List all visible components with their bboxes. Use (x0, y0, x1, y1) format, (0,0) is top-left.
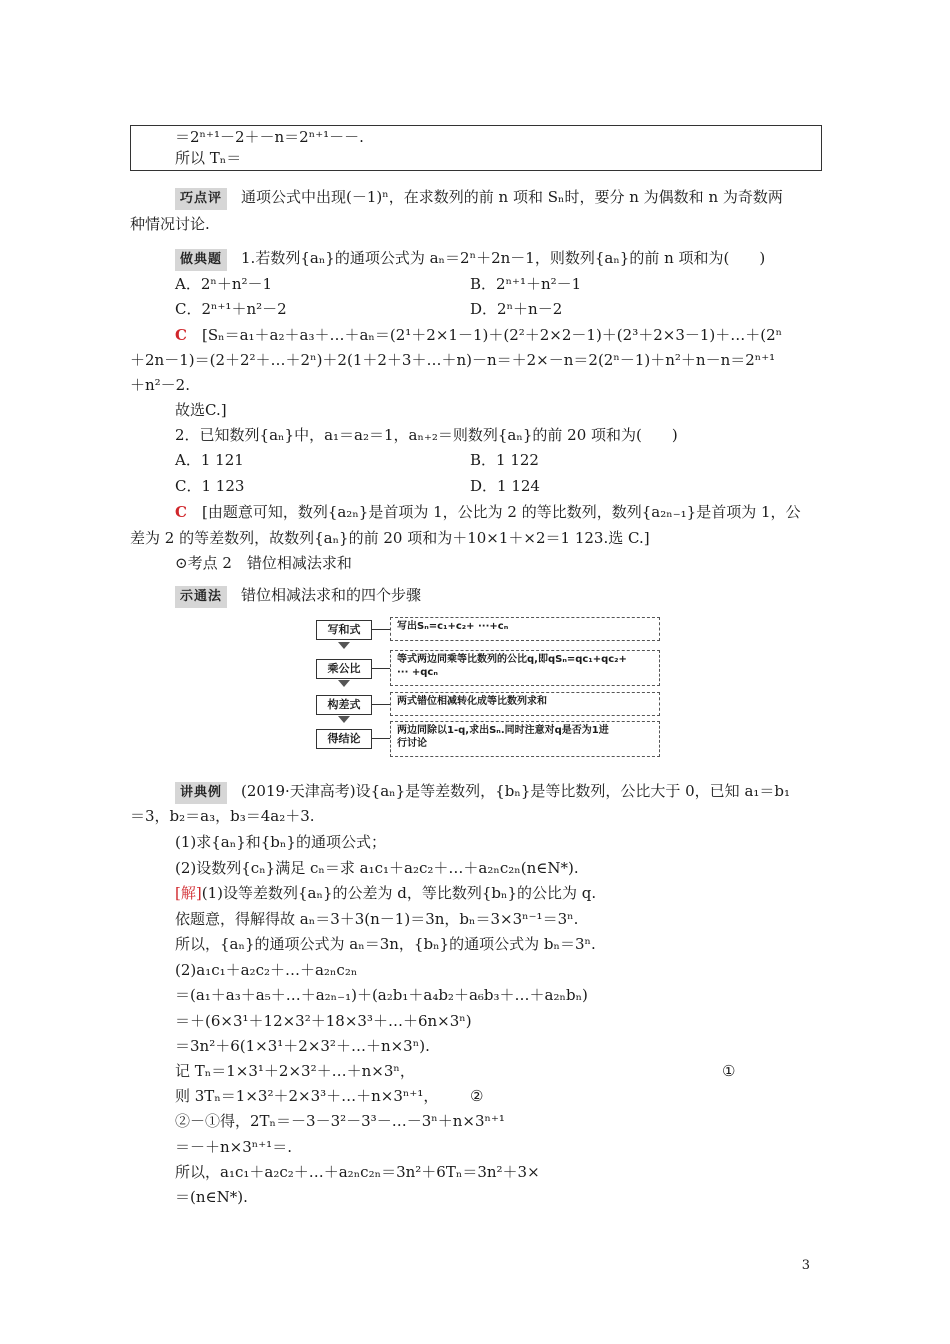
method-title: 错位相减法求和的四个步骤 (241, 586, 422, 604)
tip-tag: 巧点评 (175, 188, 227, 210)
solution-line-6: ＝＋(6×3¹＋12×3²＋18×3³＋…＋6n×3ⁿ) (175, 1012, 472, 1030)
q1-option-d: D．2ⁿ＋n－2 (470, 300, 563, 318)
equation-mark-1: ① (722, 1062, 736, 1080)
solution-line-13: ＝(n∈N*). (175, 1188, 248, 1206)
solution-line-3: 所以，{aₙ}的通项公式为 aₙ＝3n，{bₙ}的通项公式为 bₙ＝3ⁿ. (175, 935, 596, 953)
step-3-box: 构差式 (316, 695, 372, 715)
step-4-box: 得结论 (316, 729, 372, 749)
example-line-2: ＝3，b₂＝a₃，b₃＝4a₂＋3. (130, 807, 315, 825)
practice-q1 (175, 248, 765, 271)
step-3-connector (372, 704, 390, 705)
solution-line-2: 依题意，得解得故 aₙ＝3＋3(n－1)＝3n，bₙ＝3×3ⁿ⁻¹＝3ⁿ. (175, 910, 579, 928)
solution-line-11: ＝－＋n×3ⁿ⁺¹＝. (175, 1138, 292, 1156)
solution-line-12: 所以，a₁c₁＋a₂c₂＋…＋a₂ₙc₂ₙ＝3n²＋6Tₙ＝3n²＋3× (175, 1163, 540, 1181)
method-heading (175, 585, 421, 608)
solution-line-10: ②－①得，2Tₙ＝－3－3²－3³－…－3ⁿ＋n×3ⁿ⁺¹ (175, 1112, 505, 1130)
q1-solution-line-2: ＋2n－1)＝(2＋2²＋…＋2ⁿ)＋2(1＋2＋3＋…＋n)－n＝＋2×－n＝2(2ⁿ－1)＋n²＋n－n＝2ⁿ⁺¹ (130, 351, 776, 369)
steps-flowchart (316, 617, 661, 757)
practice-tag: 做典题 (175, 249, 227, 271)
step-2-connector (372, 668, 390, 669)
box-line-2: 所以 Tₙ＝ (175, 149, 242, 167)
step-2-box: 乘公比 (316, 659, 372, 679)
step-2-desc: 等式两边同乘等比数列的公比q,即qSₙ=qc₁+qc₂+ ··· +qcₙ (390, 650, 660, 686)
tip-line-2: 种情况讨论. (130, 215, 210, 233)
step-3-desc: 两式错位相减转化成等比数列求和 (390, 692, 660, 716)
example-line-1: 讲典例 (2019·天津高考)设{aₙ}是等差数列，{bₙ}是等比数列，公比大于 0，已知 a₁＝b₁ (175, 781, 790, 804)
equation-mark-2: ② (470, 1087, 484, 1105)
box-line-1: ＝2ⁿ⁺¹－2＋－n＝2ⁿ⁺¹－－. (175, 128, 364, 146)
q1-option-b: B．2ⁿ⁺¹＋n²－1 (470, 275, 582, 293)
method-tag: 示通法 (175, 586, 227, 608)
tip-paragraph (175, 187, 783, 210)
example-line-4: (2)设数列{cₙ}满足 cₙ＝求 a₁c₁＋a₂c₂＋…＋a₂ₙc₂ₙ(n∈N*). (175, 859, 579, 877)
example-line-3: (1)求{aₙ}和{bₙ}的通项公式； (175, 833, 386, 851)
q2-option-b: B．1 122 (470, 451, 539, 469)
q1-solution-line-1: C [Sₙ＝a₁＋a₂＋a₃＋…＋aₙ＝(2¹＋2×1－1)＋(2²＋2×2－1)＋(2³＋2×3－1)＋…＋(2ⁿ (175, 326, 783, 344)
arrow-down-icon (338, 642, 350, 649)
arrow-down-icon (338, 716, 350, 723)
q1-solution-line-4: 故选C.] (175, 401, 227, 419)
q2-option-d: D．1 124 (470, 477, 540, 495)
step-1-connector (372, 629, 390, 630)
solution-line-9: 则 3Tₙ＝1×3²＋2×3³＋…＋n×3ⁿ⁺¹， (175, 1087, 439, 1105)
page-number: 3 (801, 1258, 810, 1273)
q2-answer: C (175, 503, 187, 521)
tip-line-1: 通项公式中出现(－1)ⁿ，在求数列的前 n 项和 Sₙ时，要分 n 为偶数和 n 为奇数两 (241, 188, 783, 206)
section-heading: ⊙考点 2 错位相减法求和 (175, 554, 352, 572)
solution-label: [解] (175, 884, 202, 902)
arrow-down-icon (338, 680, 350, 687)
example-tag: 讲典例 (175, 782, 227, 804)
q2-solution-line-1: C [由题意可知，数列{a₂ₙ}是首项为 1，公比为 2 的等比数列，数列{a₂ₙ₋₁}是首项为 1，公 (175, 503, 801, 521)
q1-answer: C (175, 326, 187, 344)
step-4-connector (372, 738, 390, 739)
solution-line-5: ＝(a₁＋a₃＋a₅＋…＋a₂ₙ₋₁)＋(a₂b₁＋a₄b₂＋a₆b₃＋…＋a₂ₙbₙ) (175, 986, 588, 1004)
step-4-desc: 两边同除以1-q,求出Sₙ.同时注意对q是否为1进 行讨论 (390, 721, 660, 757)
q1-solution-line-3: ＋n²－2. (130, 376, 190, 394)
q1-option-c: C．2ⁿ⁺¹＋n²－2 (175, 300, 287, 318)
q2-option-a: A．1 121 (175, 451, 244, 469)
solution-line-8: 记 Tₙ＝1×3¹＋2×3²＋…＋n×3ⁿ， (175, 1062, 415, 1080)
step-1-desc: 写出Sₙ=c₁+c₂+ ···+cₙ (390, 617, 660, 641)
q1-stem: 1.若数列{aₙ}的通项公式为 aₙ＝2ⁿ＋2n－1，则数列{aₙ}的前 n 项和为( ) (241, 249, 766, 267)
q2-option-c: C．1 123 (175, 477, 245, 495)
q2-stem: 2．已知数列{aₙ}中，a₁＝a₂＝1，aₙ₊₂＝则数列{aₙ}的前 20 项和为( ) (175, 426, 678, 444)
step-1-box: 写和式 (316, 620, 372, 640)
q1-option-a: A．2ⁿ＋n²－1 (175, 275, 273, 293)
solution-line-7: ＝3n²＋6(1×3¹＋2×3²＋…＋n×3ⁿ). (175, 1037, 430, 1055)
q2-solution-line-2: 差为 2 的等差数列，故数列{aₙ}的前 20 项和为＋10×1＋×2＝1 123.选 C.] (130, 529, 650, 547)
solution-line-1: [解](1)设等差数列{aₙ}的公差为 d，等比数列{bₙ}的公比为 q. (175, 884, 597, 902)
solution-line-4: (2)a₁c₁＋a₂c₂＋…＋a₂ₙc₂ₙ (175, 961, 358, 979)
